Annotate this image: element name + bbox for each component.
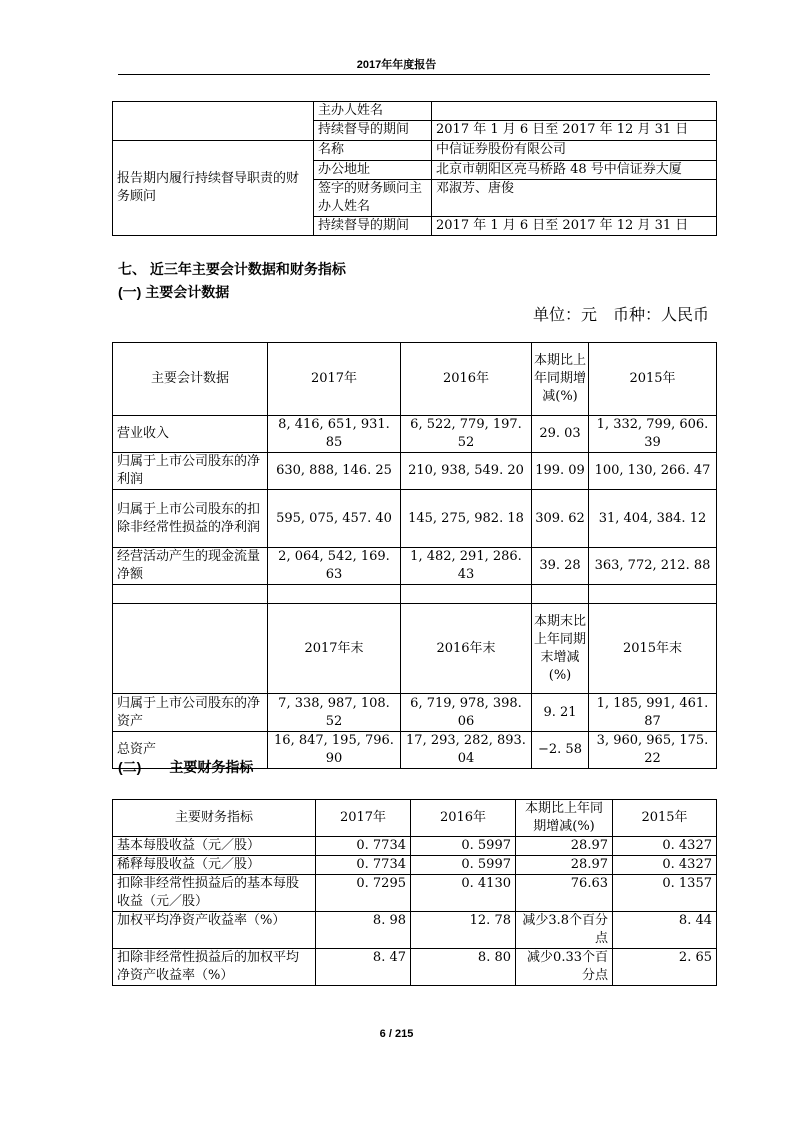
- row-label: 归属于上市公司股东的净资产: [113, 694, 268, 732]
- row-label: 扣除非经常性损益后的加权平均净资产收益率（%）: [113, 949, 316, 986]
- subsection-number: (二): [118, 759, 142, 775]
- accounting-data-table: [112, 342, 717, 769]
- cell-value: 0. 5997: [411, 856, 516, 875]
- cell-value: 2016年: [411, 800, 516, 837]
- advisor-value: 北京市朝阳区亮马桥路 48 号中信证券大厦: [432, 161, 717, 180]
- cell-value: 39. 28: [532, 548, 589, 585]
- table-row: [113, 837, 717, 856]
- financial-advisor-table: [112, 101, 717, 236]
- table-blank-row: [113, 585, 717, 604]
- cell-value: 2017年: [316, 800, 411, 837]
- cell-value: [532, 585, 589, 604]
- cell-value: 2. 65: [613, 949, 717, 986]
- cell-value: 6, 522, 779, 197. 52: [401, 416, 532, 453]
- table-header-row: [113, 343, 717, 416]
- cell-value: 145, 275, 982. 18: [401, 490, 532, 548]
- cell-value: −2. 58: [532, 732, 589, 769]
- row-label: [113, 604, 268, 694]
- cell-value: 8. 98: [316, 912, 411, 949]
- cell-value: 0. 5997: [411, 837, 516, 856]
- subsection-title-indicators: [118, 757, 281, 777]
- cell-value: 9. 21: [532, 694, 589, 732]
- table-row: [113, 416, 717, 453]
- cell-value: 1, 332, 799, 606. 39: [589, 416, 717, 453]
- cell-value: 8. 44: [613, 912, 717, 949]
- advisor-group-cell-blank: [113, 102, 314, 141]
- table-row: [113, 856, 717, 875]
- cell-value: 2015年: [589, 343, 717, 416]
- row-label: [113, 585, 268, 604]
- cell-value: 3, 960, 965, 175. 22: [589, 732, 717, 769]
- cell-value: 199. 09: [532, 453, 589, 490]
- cell-value: 0. 7295: [316, 875, 411, 912]
- row-label: 稀释每股收益（元／股）: [113, 856, 316, 875]
- cell-value: 595, 075, 457. 40: [268, 490, 401, 548]
- cell-value: 76.63: [516, 875, 613, 912]
- cell-value: 630, 888, 146. 25: [268, 453, 401, 490]
- cell-value: 0. 4327: [613, 856, 717, 875]
- advisor-label: 持续督导的期间: [314, 121, 432, 141]
- advisor-label: 签字的财务顾问主办人姓名: [314, 180, 432, 217]
- cell-value: 0. 4130: [411, 875, 516, 912]
- cell-value: 减少3.8个百分点: [516, 912, 613, 949]
- cell-value: 0. 7734: [316, 837, 411, 856]
- row-label: 归属于上市公司股东的净利润: [113, 453, 268, 490]
- cell-value: 17, 293, 282, 893. 04: [401, 732, 532, 769]
- cell-value: 309. 62: [532, 490, 589, 548]
- advisor-value: 邓淑芳、唐俊: [432, 180, 717, 217]
- row-label: 主要财务指标: [113, 800, 316, 837]
- advisor-label: 办公地址: [314, 161, 432, 180]
- cell-value: 6, 719, 978, 398. 06: [401, 694, 532, 732]
- cell-value: 100, 130, 266. 47: [589, 453, 717, 490]
- cell-value: 28.97: [516, 837, 613, 856]
- cell-value: 2016年末: [401, 604, 532, 694]
- advisor-value: 2017 年 1 月 6 日至 2017 年 12 月 31 日: [432, 121, 717, 141]
- cell-value: 2017年末: [268, 604, 401, 694]
- table-row: [113, 490, 717, 548]
- table-row: [113, 548, 717, 585]
- row-label: 主要会计数据: [113, 343, 268, 416]
- table-header-row: [113, 800, 717, 837]
- cell-value: 363, 772, 212. 88: [589, 548, 717, 585]
- subsection-label: 主要财务指标: [169, 759, 254, 775]
- cell-value: 8. 80: [411, 949, 516, 986]
- cell-value: 0. 4327: [613, 837, 717, 856]
- cell-value: 31, 404, 384. 12: [589, 490, 717, 548]
- cell-value: 本期末比上年同期末增减(%): [532, 604, 589, 694]
- row-label: 扣除非经常性损益后的基本每股收益（元／股）: [113, 875, 316, 912]
- cell-value: 7, 338, 987, 108. 52: [268, 694, 401, 732]
- cell-value: [268, 585, 401, 604]
- cell-value: 1, 482, 291, 286. 43: [401, 548, 532, 585]
- advisor-value: 中信证券股份有限公司: [432, 141, 717, 161]
- cell-value: 0. 7734: [316, 856, 411, 875]
- section-title: 七、 近三年主要会计数据和财务指标: [118, 261, 346, 277]
- table-row: [113, 453, 717, 490]
- cell-value: 减少0.33个百分点: [516, 949, 613, 986]
- cell-value: 2016年: [401, 343, 532, 416]
- cell-value: 210, 938, 549. 20: [401, 453, 532, 490]
- cell-value: [401, 585, 532, 604]
- advisor-group-label: 报告期内履行持续督导职责的财务顾问: [113, 141, 314, 236]
- row-label: 总资产: [113, 732, 268, 769]
- cell-value: 8, 416, 651, 931. 85: [268, 416, 401, 453]
- cell-value: 2015年末: [589, 604, 717, 694]
- page-header-title: 2017年年度报告: [356, 59, 437, 71]
- advisor-value: [432, 102, 717, 121]
- cell-value: 本期比上年同期增减(%): [516, 800, 613, 837]
- cell-value: 29. 03: [532, 416, 589, 453]
- table-row: [113, 694, 717, 732]
- cell-value: [589, 585, 717, 604]
- cell-value: 2017年: [268, 343, 401, 416]
- page-number: 6 / 215: [379, 1028, 414, 1040]
- cell-value: 28.97: [516, 856, 613, 875]
- cell-value: 8. 47: [316, 949, 411, 986]
- row-label: 营业收入: [113, 416, 268, 453]
- cell-value: 0. 1357: [613, 875, 717, 912]
- advisor-label: 主办人姓名: [314, 102, 432, 121]
- currency-unit-note: 单位：元 币种：人民币: [532, 305, 709, 324]
- advisor-label: 持续督导的期间: [314, 217, 432, 236]
- advisor-value: 2017 年 1 月 6 日至 2017 年 12 月 31 日: [432, 217, 717, 236]
- row-label: 基本每股收益（元／股）: [113, 837, 316, 856]
- subsection-title-accounting: (一) 主要会计数据: [118, 284, 230, 300]
- cell-value: 12. 78: [411, 912, 516, 949]
- advisor-label: 名称: [314, 141, 432, 161]
- table-header-row: [113, 604, 717, 694]
- table-row: [113, 875, 717, 912]
- cell-value: 2, 064, 542, 169. 63: [268, 548, 401, 585]
- header-divider: [118, 74, 710, 75]
- row-label: 加权平均净资产收益率（%）: [113, 912, 316, 949]
- cell-value: 本期比上年同期增减(%): [532, 343, 589, 416]
- cell-value: 16, 847, 195, 796. 90: [268, 732, 401, 769]
- row-label: 归属于上市公司股东的扣除非经常性损益的净利润: [113, 490, 268, 548]
- cell-value: 1, 185, 991, 461. 87: [589, 694, 717, 732]
- table-row: [113, 912, 717, 949]
- cell-value: 2015年: [613, 800, 717, 837]
- financial-indicator-table: [112, 799, 717, 986]
- table-row: [113, 949, 717, 986]
- row-label: 经营活动产生的现金流量净额: [113, 548, 268, 585]
